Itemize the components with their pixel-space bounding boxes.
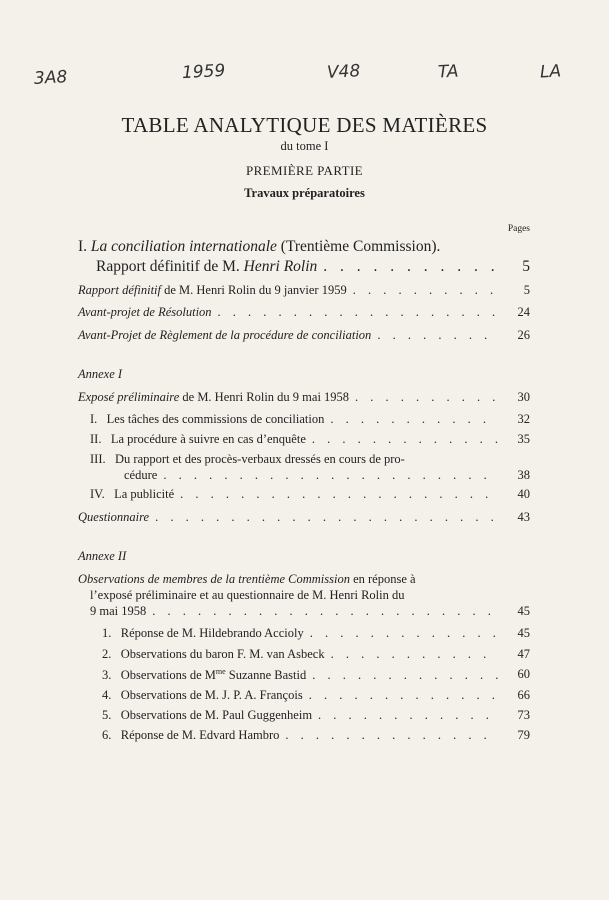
toc-subentry: 1. Réponse de M. Hildebrando Accioly . . .: [102, 626, 499, 641]
toc-entry-line3: 9 mai 1958 . . .: [90, 604, 499, 619]
page-subtitle: du tome I: [280, 139, 329, 153]
toc-subentry: I. Les tâches des commissions de conciliation . . .: [90, 412, 499, 427]
toc-subentry: 6. Réponse de M. Edvard Hambro . . .: [102, 728, 499, 743]
toc-subentry: 3. Observations de $M^{me}$ Suzanne Bastid . . .: [102, 667, 499, 683]
toc-subentry: 2. Observations du baron F. M. van Asbeck . . .: [102, 647, 499, 662]
page-number: 79: [517, 728, 530, 742]
annex-heading: Annexe I: [78, 367, 123, 381]
page-number: 40: [517, 487, 530, 501]
page-number: 45: [517, 604, 530, 618]
toc-entry: Questionnaire . . .: [78, 510, 499, 525]
toc-entry-main: I. La conciliation internationale (Trentième Commission).: [78, 238, 441, 255]
page-number: 35: [517, 432, 530, 446]
handwritten-mark: 1959: [181, 60, 226, 84]
toc-entry: Exposé préliminaire de M. Henri Rolin du 9 mai 1958 . . .: [78, 390, 499, 405]
toc-subentry: IV. La publicité . . .: [90, 487, 499, 502]
page-number: 60: [517, 667, 530, 681]
part-heading: PREMIÈRE PARTIE: [245, 163, 364, 178]
handwritten-mark: V48: [326, 61, 361, 83]
page-number: 30: [517, 390, 530, 404]
handwritten-mark: 3A8: [33, 67, 68, 89]
pages-label: Pages: [507, 224, 530, 234]
toc-subentry: 5. Observations de M. Paul Guggenheim . . .: [102, 708, 499, 723]
toc-subentry: III. Du rapport et des procès-verbaux dressés en cours de pro-: [90, 452, 405, 466]
handwritten-mark: TA: [437, 61, 459, 83]
toc-subentry: II. La procédure à suivre en cas d’enquête . . .: [90, 432, 499, 447]
toc-entry: Avant-projet de Résolution . . .: [78, 305, 499, 320]
page-title: TABLE ANALYTIQUE DES MATIÈRES: [121, 113, 488, 137]
page-number: 5: [523, 283, 530, 297]
page-number: 38: [517, 468, 530, 482]
page-number: 32: [517, 412, 530, 426]
handwritten-mark: LA: [539, 61, 562, 83]
annex-heading: Annexe II: [78, 549, 127, 563]
page-number: 45: [517, 626, 530, 640]
page-number: 73: [517, 708, 530, 722]
page-number: 66: [517, 688, 530, 702]
page-number: 43: [517, 510, 530, 524]
page-number: 5: [522, 258, 530, 275]
toc-subentry-line2: cédure . . .: [124, 468, 499, 483]
toc-subentry: 4. Observations de M. J. P. A. François . . .: [102, 688, 499, 703]
page-number: 24: [517, 305, 530, 319]
toc-entry: Observations de membres de la trentième Commission en réponse à: [78, 572, 416, 586]
section-heading: Travaux préparatoires: [244, 186, 365, 200]
toc-entry: Avant-Projet de Règlement de la procédure de conciliation . . .: [78, 328, 499, 343]
page-number: 47: [517, 647, 530, 661]
page-number: 26: [517, 328, 530, 342]
toc-entry-main-line2: Rapport définitif de M. Henri Rolin . . .: [96, 258, 499, 276]
toc-entry-line2: l’exposé préliminaire et au questionnaire de M. Henri Rolin du: [90, 588, 405, 602]
toc-entry: Rapport définitif de M. Henri Rolin du 9 janvier 1959 . . .: [78, 283, 499, 298]
